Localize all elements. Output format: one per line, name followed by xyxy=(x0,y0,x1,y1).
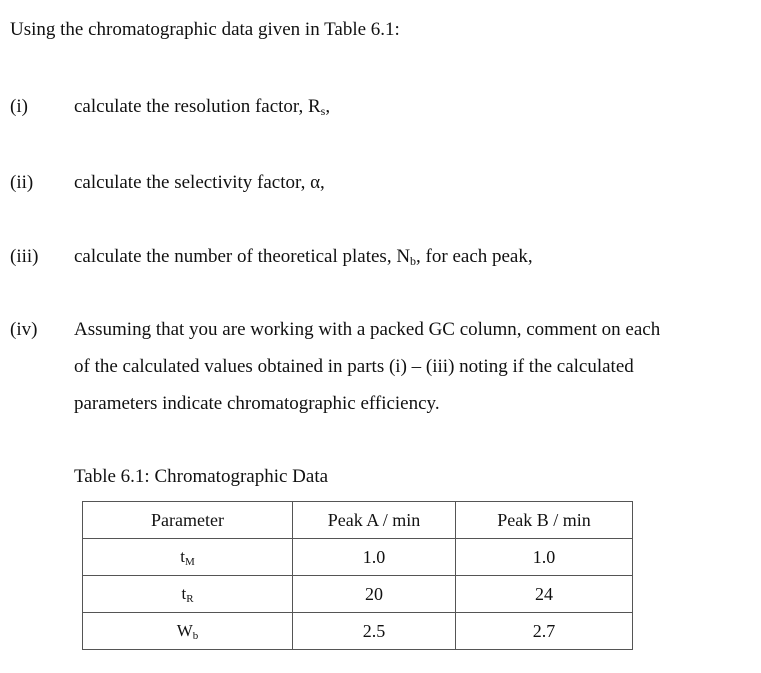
table-row xyxy=(83,613,633,650)
question-text-i-sub: s xyxy=(320,104,326,118)
cell-parameter xyxy=(83,539,293,576)
cell-peak-b: 24 xyxy=(456,576,633,613)
question-text-iv-line-2: of the calculated values obtained in parts (i) – (iii) noting if the calculated xyxy=(74,356,634,377)
header-peak-b: Peak B / min xyxy=(456,502,633,539)
question-text-iv xyxy=(74,311,744,422)
param-symbol: W xyxy=(176,621,193,640)
cell-parameter xyxy=(83,576,293,613)
cell-peak-b: 2.7 xyxy=(456,613,633,650)
cell-peak-a: 20 xyxy=(293,576,456,613)
question-label-iii: (iii) xyxy=(10,246,39,267)
chromatographic-data-table xyxy=(82,501,633,650)
cell-parameter xyxy=(83,613,293,650)
table-row xyxy=(83,576,633,613)
question-text-i-main: calculate the resolution factor, R xyxy=(74,96,321,117)
param-subscript: R xyxy=(186,593,194,605)
question-text-iii-sub: b xyxy=(410,254,417,268)
question-label-ii: (ii) xyxy=(10,172,34,193)
param-subscript: b xyxy=(192,630,199,642)
cell-peak-a: 2.5 xyxy=(293,613,456,650)
cell-peak-a: 1.0 xyxy=(293,539,456,576)
table-caption: Table 6.1: Chromatographic Data xyxy=(74,466,329,487)
question-text-iii-main: calculate the number of theoretical plates, N xyxy=(74,246,411,267)
header-parameter: Parameter xyxy=(83,502,293,539)
question-text-iii xyxy=(74,246,533,269)
question-text-i-suffix: , xyxy=(325,96,331,117)
question-text-iv-line-3: parameters indicate chromatographic efficiency. xyxy=(74,393,440,414)
header-peak-a: Peak A / min xyxy=(293,502,456,539)
question-text-i xyxy=(74,96,330,119)
question-label-i: (i) xyxy=(10,96,28,117)
param-subscript: M xyxy=(184,556,195,568)
cell-peak-b: 1.0 xyxy=(456,539,633,576)
table-row xyxy=(83,539,633,576)
question-label-iv: (iv) xyxy=(10,319,38,340)
question-text-ii: calculate the selectivity factor, α, xyxy=(74,172,325,193)
question-text-iii-suffix: , for each peak, xyxy=(416,246,533,267)
table-header-row xyxy=(83,502,633,539)
intro-text: Using the chromatographic data given in Table 6.1: xyxy=(10,19,400,40)
param-symbol: t xyxy=(180,547,185,566)
question-text-iv-line-1: Assuming that you are working with a packed GC column, comment on each xyxy=(74,319,661,340)
param-symbol: t xyxy=(181,584,187,603)
